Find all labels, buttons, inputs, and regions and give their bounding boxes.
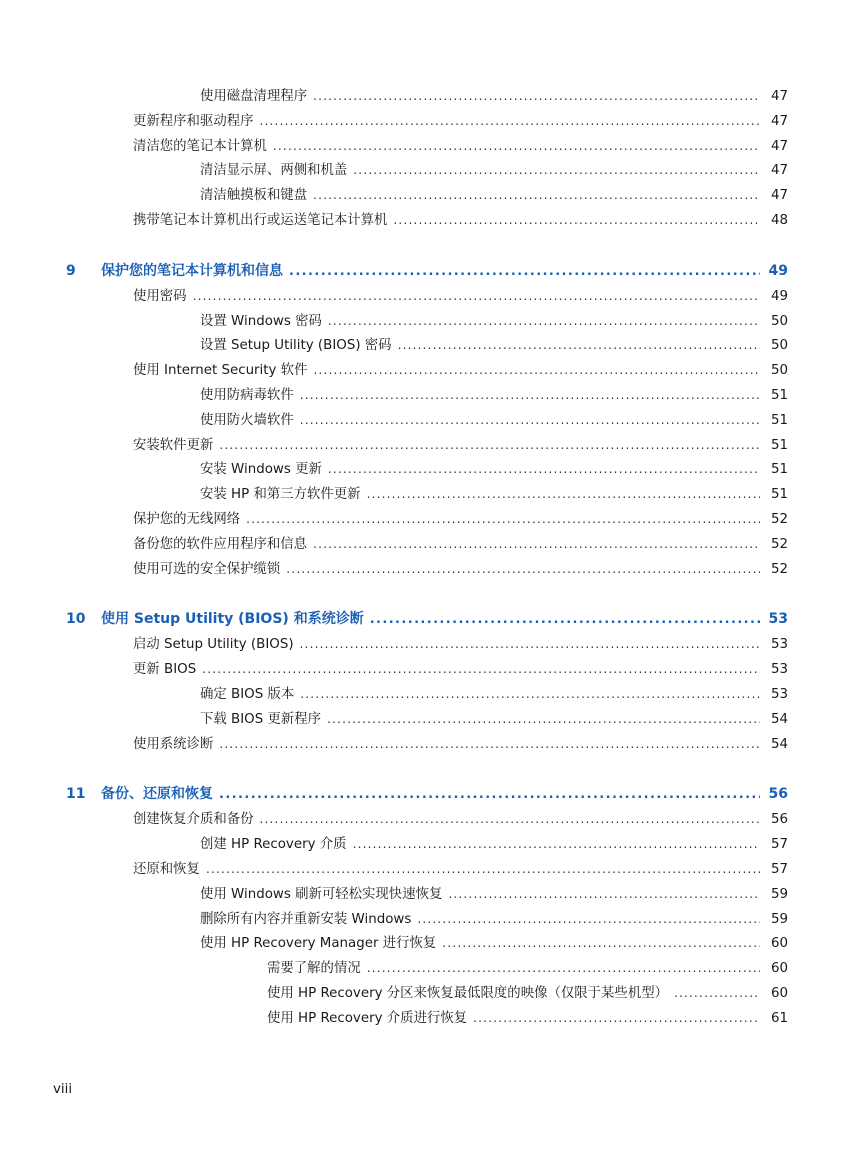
toc-entry-title: 使用可选的安全保护缆锁: [133, 561, 281, 577]
toc-entry-page: 59: [770, 886, 788, 902]
toc-entry[interactable]: [0, 882, 868, 907]
toc-entry[interactable]: [0, 457, 868, 482]
toc-chapter-11[interactable]: [0, 781, 868, 807]
toc-entry-page: 57: [770, 837, 788, 853]
chapter-page: 56: [768, 786, 788, 803]
dot-leader: [328, 309, 760, 334]
toc-entry[interactable]: [0, 333, 868, 358]
toc-entry-page: 47: [770, 163, 788, 179]
dot-leader: [367, 956, 760, 981]
dot-leader: [328, 457, 760, 482]
dot-leader: [314, 358, 761, 383]
toc-entry-page: 49: [770, 288, 788, 304]
dot-leader: [289, 259, 760, 285]
toc-entry[interactable]: [0, 732, 868, 757]
toc-entry[interactable]: [0, 682, 868, 707]
toc-entry-page: 47: [770, 138, 788, 154]
toc-entry-title: 启动 Setup Utility (BIOS): [133, 637, 294, 653]
toc-entry-page: 51: [770, 462, 788, 478]
toc-entry[interactable]: [0, 931, 868, 956]
toc-entry[interactable]: [0, 158, 868, 183]
dot-leader: [273, 134, 760, 159]
toc-entry-title: 更新 BIOS: [133, 662, 197, 678]
toc-entry[interactable]: [0, 1006, 868, 1031]
toc-entry[interactable]: [0, 482, 868, 507]
chapter-page: 49: [768, 262, 788, 279]
dot-leader: [313, 84, 760, 109]
chapter-title: 使用 Setup Utility (BIOS) 和系统诊断: [101, 611, 364, 628]
toc-entry[interactable]: [0, 807, 868, 832]
toc-entry-title: 创建恢复介质和备份: [133, 812, 254, 828]
toc-entry[interactable]: [0, 134, 868, 159]
chapter-number: 10: [66, 611, 86, 628]
table-of-contents: [0, 84, 868, 1031]
toc-entry-title: 使用 Internet Security 软件: [133, 363, 308, 379]
toc-entry-page: 47: [770, 188, 788, 204]
dot-leader: [313, 183, 760, 208]
dot-leader: [300, 383, 760, 408]
toc-entry[interactable]: [0, 907, 868, 932]
dot-leader: [353, 832, 760, 857]
toc-entry-page: 50: [770, 338, 788, 354]
toc-entry[interactable]: [0, 557, 868, 582]
toc-entry-page: 54: [770, 711, 788, 727]
dot-leader: [367, 482, 760, 507]
toc-entry[interactable]: [0, 358, 868, 383]
toc-entry-page: 51: [770, 387, 788, 403]
toc-entry-title: 使用防病毒软件: [200, 387, 294, 403]
toc-entry[interactable]: [0, 109, 868, 134]
toc-entry[interactable]: [0, 857, 868, 882]
dot-leader: [219, 782, 760, 808]
toc-entry[interactable]: [0, 657, 868, 682]
dot-leader: [193, 284, 760, 309]
toc-entry-title: 更新程序和驱动程序: [133, 113, 254, 129]
toc-entry-title: 设置 Windows 密码: [200, 313, 322, 329]
dot-leader: [219, 433, 760, 458]
toc-entry-page: 52: [770, 561, 788, 577]
toc-entry[interactable]: [0, 284, 868, 309]
toc-entry-title: 使用防火墙软件: [200, 412, 294, 428]
toc-entry-title: 使用 HP Recovery 介质进行恢复: [267, 1010, 468, 1026]
dot-leader: [313, 532, 760, 557]
toc-entry-title: 清洁触摸板和键盘: [200, 188, 308, 204]
dot-leader: [327, 707, 760, 732]
toc-entry-page: 61: [770, 1010, 788, 1026]
toc-entry-title: 清洁您的笔记本计算机: [133, 138, 267, 154]
dot-leader: [206, 857, 760, 882]
toc-entry-page: 50: [770, 313, 788, 329]
dot-leader: [473, 1006, 760, 1031]
toc-entry-page: 52: [770, 536, 788, 552]
toc-entry-title: 设置 Setup Utility (BIOS) 密码: [200, 338, 392, 354]
toc-entry-page: 51: [770, 437, 788, 453]
toc-entry[interactable]: [0, 956, 868, 981]
toc-entry-page: 60: [770, 961, 788, 977]
toc-entry-page: 53: [770, 662, 788, 678]
toc-entry[interactable]: [0, 707, 868, 732]
dot-leader: [286, 557, 760, 582]
toc-entry-title: 使用 Windows 刷新可轻松实现快速恢复: [200, 886, 443, 902]
toc-entry-page: 47: [770, 89, 788, 104]
toc-entry[interactable]: [0, 507, 868, 532]
toc-entry[interactable]: [0, 84, 868, 109]
toc-entry-page: 54: [770, 736, 788, 752]
toc-entry[interactable]: [0, 183, 868, 208]
toc-entry-page: 60: [770, 936, 788, 952]
chapter-number: 9: [66, 262, 76, 279]
toc-entry-title: 使用 HP Recovery Manager 进行恢复: [200, 936, 437, 952]
toc-entry-title: 使用系统诊断: [133, 736, 214, 752]
dot-leader: [448, 882, 760, 907]
toc-entry-page: 56: [770, 812, 788, 828]
toc-entry-title: 下载 BIOS 更新程序: [200, 711, 322, 727]
toc-entry-title: 安装 HP 和第三方软件更新: [200, 487, 361, 503]
toc-entry[interactable]: [0, 433, 868, 458]
dot-leader: [398, 333, 760, 358]
chapter-title: 保护您的笔记本计算机和信息: [101, 262, 283, 279]
toc-entry-title: 使用 HP Recovery 分区来恢复最低限度的映像（仅限于某些机型）: [267, 985, 668, 1001]
toc-entry-page: 53: [770, 637, 788, 653]
dot-leader: [300, 408, 760, 433]
dot-leader: [353, 158, 760, 183]
toc-entry-title: 安装软件更新: [133, 437, 214, 453]
dot-leader: [442, 931, 760, 956]
toc-entry-title: 安装 Windows 更新: [200, 462, 322, 478]
toc-chapter-10[interactable]: [0, 606, 868, 632]
dot-leader: [202, 657, 760, 682]
toc-entry-page: 60: [770, 985, 788, 1001]
toc-entry-page: 59: [770, 911, 788, 927]
toc-entry-title: 清洁显示屏、两侧和机盖: [200, 163, 348, 179]
dot-leader: [300, 682, 760, 707]
toc-entry-title: 使用密码: [133, 288, 187, 304]
toc-entry-page: 52: [770, 511, 788, 527]
toc-entry-title: 确定 BIOS 版本: [200, 686, 295, 702]
dot-leader: [674, 981, 760, 1006]
toc-entry-title: 需要了解的情况: [267, 961, 361, 977]
dot-leader: [260, 109, 760, 134]
toc-entry-title: 删除所有内容并重新安装 Windows: [200, 911, 412, 927]
toc-entry-page: 47: [770, 113, 788, 129]
toc-entry-title: 使用磁盘清理程序: [200, 89, 308, 104]
dot-leader: [300, 632, 760, 657]
toc-entry-page: 51: [770, 412, 788, 428]
toc-entry-title: 还原和恢复: [133, 861, 200, 877]
toc-entry-title: 创建 HP Recovery 介质: [200, 837, 347, 853]
dot-leader: [393, 208, 760, 233]
toc-entry[interactable]: [0, 408, 868, 433]
toc-entry-page: 48: [770, 212, 788, 228]
dot-leader: [219, 732, 760, 757]
toc-chapter-9[interactable]: [0, 258, 868, 284]
toc-entry-page: 51: [770, 487, 788, 503]
toc-entry[interactable]: [0, 832, 868, 857]
toc-entry-page: 53: [770, 686, 788, 702]
toc-entry-title: 备份您的软件应用程序和信息: [133, 536, 308, 552]
dot-leader: [246, 507, 760, 532]
dot-leader: [417, 907, 760, 932]
toc-entry[interactable]: [0, 981, 868, 1006]
chapter-page: 53: [768, 611, 788, 628]
toc-entry-title: 携带笔记本计算机出行或运送笔记本计算机: [133, 212, 388, 228]
toc-entry[interactable]: [0, 383, 868, 408]
toc-entry-page: 50: [770, 363, 788, 379]
toc-entry[interactable]: [0, 208, 868, 233]
toc-entry-title: 保护您的无线网络: [133, 511, 241, 527]
chapter-number: 11: [66, 786, 86, 803]
dot-leader: [260, 807, 760, 832]
chapter-title: 备份、还原和恢复: [101, 786, 213, 803]
toc-entry-page: 57: [770, 861, 788, 877]
page-number: viii: [53, 1082, 73, 1097]
toc-entry[interactable]: [0, 532, 868, 557]
toc-entry[interactable]: [0, 632, 868, 657]
toc-entry[interactable]: [0, 309, 868, 334]
dot-leader: [370, 607, 760, 633]
